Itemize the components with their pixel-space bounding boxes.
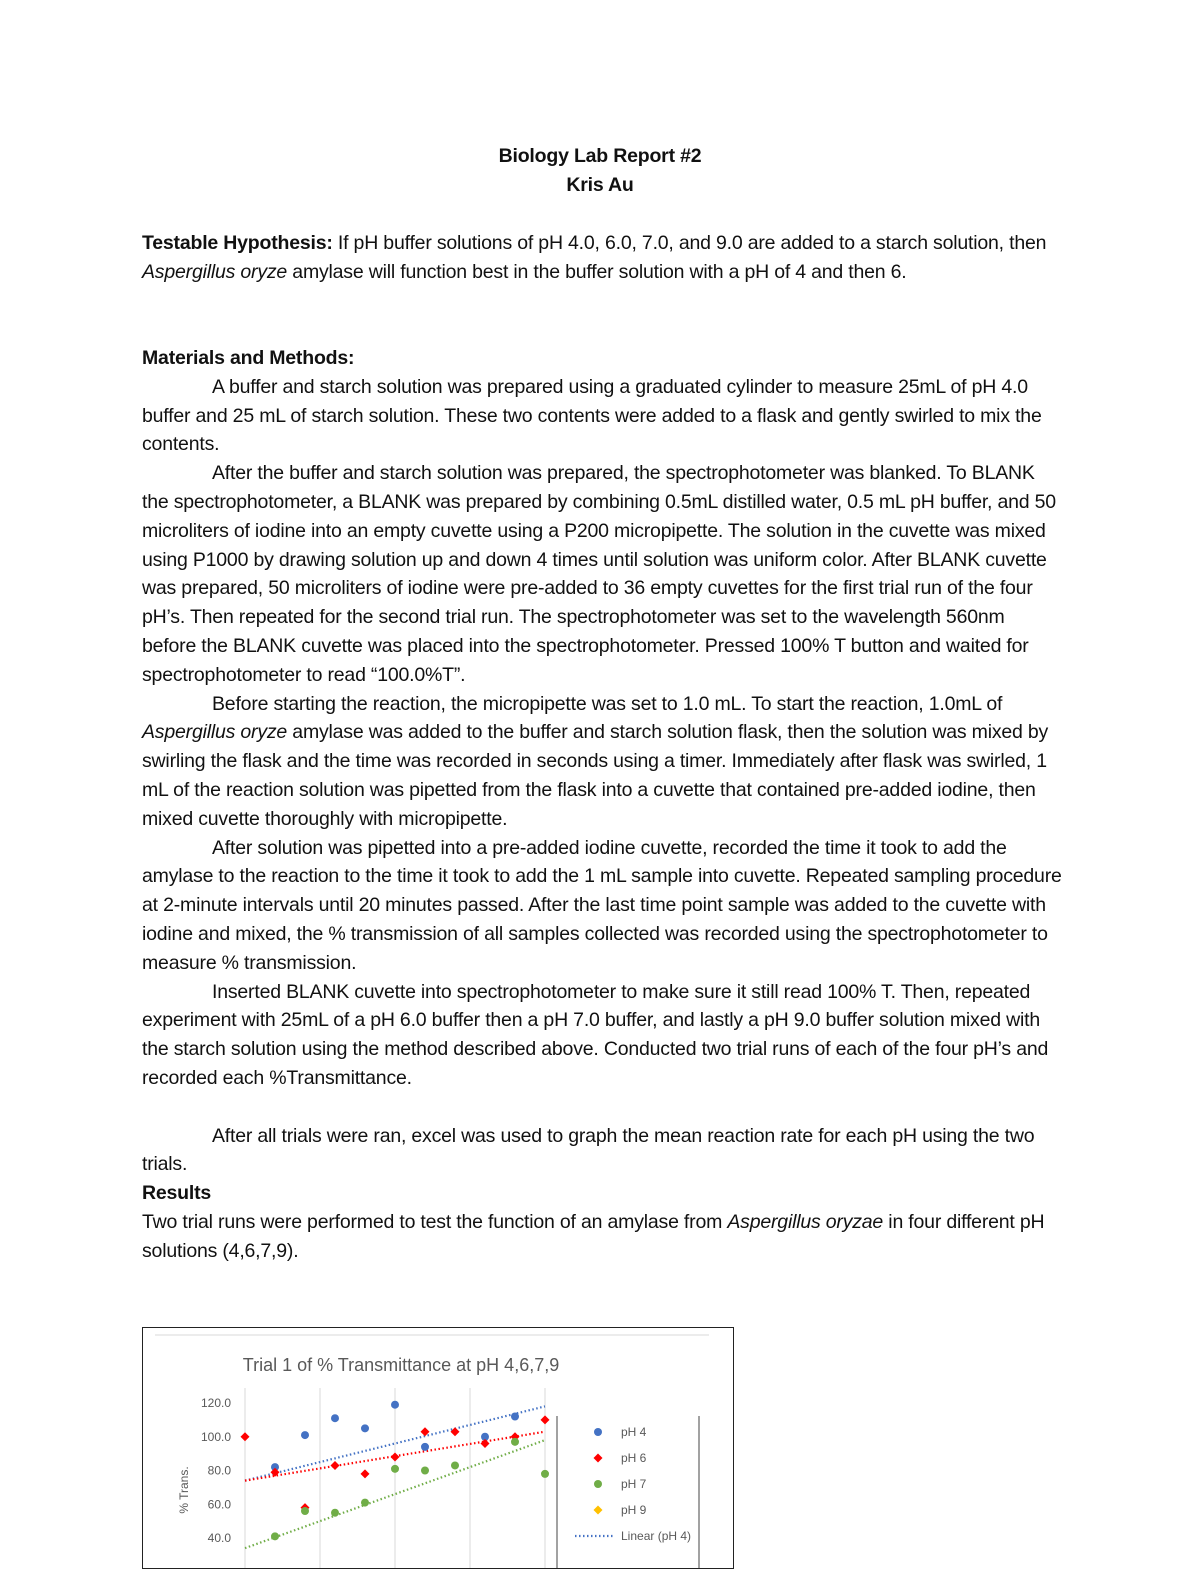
point-ph-7-1 xyxy=(301,1507,309,1515)
legend-marker-3 xyxy=(594,1506,603,1515)
point-ph-7-6 xyxy=(451,1461,459,1469)
chart-y-tick-labels xyxy=(201,1396,231,1545)
point-ph-7-0 xyxy=(271,1532,279,1540)
hypothesis-species: Aspergillus oryze xyxy=(142,260,288,283)
legend-label-1: pH 6 xyxy=(621,1451,647,1465)
methods-paragraph-4: After solution was pipetted into a pre-added iodine cuvette, recorded the time it took to add the amylase to the reaction to the time it took to add the 1 mL sample into cuvette. Repeated sampling procedure at 2-minute intervals until 20 minutes passed. After the last time point sample was added to the cuvette with iodine and mixed, the % transmission of all samples collected was recorded using the spectrophotometer to measure % transmission. xyxy=(142,836,1062,974)
y-tick-label-120.0: 120.0 xyxy=(200,1396,231,1410)
report-author: Kris Au xyxy=(566,174,634,196)
methods-paragraph-3 xyxy=(142,690,1062,834)
hypothesis-label: Testable Hypothesis: xyxy=(142,232,333,254)
chart-title: Trial 1 of % Transmittance at pH 4,6,7,9 xyxy=(242,1355,560,1375)
point-ph-7-7 xyxy=(511,1438,519,1446)
legend-marker-2 xyxy=(594,1480,602,1488)
legend-label-2: pH 7 xyxy=(621,1477,647,1491)
point-ph-4-7 xyxy=(511,1413,519,1421)
hypothesis-text-after: amylase will function best in the buffer solution with a pH of 4 and then 6. xyxy=(287,260,907,283)
legend-marker-0 xyxy=(594,1428,602,1436)
report-title: Biology Lab Report #2 xyxy=(498,145,702,167)
legend-marker-1 xyxy=(594,1454,603,1463)
point-ph-7-2 xyxy=(331,1509,339,1517)
chart-gridlines xyxy=(245,1388,545,1568)
y-tick-label-80.0: 80.0 xyxy=(207,1463,231,1478)
point-ph-4-4 xyxy=(391,1401,399,1409)
legend-label-3: pH 9 xyxy=(621,1503,647,1517)
chart-legend xyxy=(575,1425,691,1543)
methods-p3-species: Aspergillus oryze xyxy=(142,721,288,744)
point-ph-7-8 xyxy=(541,1470,549,1478)
legend-label-trendline: Linear (pH 4) xyxy=(621,1529,692,1543)
point-ph-4-3 xyxy=(361,1424,369,1432)
point-ph-6-0 xyxy=(241,1432,250,1441)
methods-heading: Materials and Methods: xyxy=(142,347,355,369)
legend-label-0: pH 4 xyxy=(621,1425,647,1439)
methods-p3-before: Before starting the reaction, the micropipette was set to 1.0 mL. To start the reaction, 1.0mL of xyxy=(212,692,1003,715)
results-text-after: in four different pH solutions (4,6,7,9). xyxy=(142,1210,1045,1262)
methods-section xyxy=(142,344,1062,1266)
results-text-before: Two trial runs were performed to test the function of an amylase from xyxy=(142,1210,728,1233)
hypothesis-paragraph xyxy=(142,229,1062,287)
point-ph-6-4 xyxy=(361,1469,370,1478)
point-ph-6-3 xyxy=(331,1461,340,1470)
point-ph-7-4 xyxy=(391,1465,399,1473)
scatter-chart xyxy=(143,1328,733,1568)
results-paragraph xyxy=(142,1208,1062,1266)
methods-paragraph-6: After all trials were ran, excel was used to graph the mean reaction rate for each pH using the two trials. xyxy=(142,1124,1035,1176)
methods-p3-after: amylase was added to the buffer and starch solution flask, then the solution was mixed by swirling the flask and the time was recorded in seconds using a timer. Immediately after flask was swirled, 1 mL of the reaction solution was pipetted from the flask into a cuvette that contained pre-added iodine, then mixed cuvette thoroughly with micropipette. xyxy=(142,721,1049,830)
chart-container xyxy=(142,1327,734,1569)
point-ph-6-10 xyxy=(541,1415,550,1424)
y-tick-label-100.0: 100.0 xyxy=(200,1429,231,1444)
point-ph-6-8 xyxy=(481,1439,490,1448)
methods-paragraph-1: A buffer and starch solution was prepared using a graduated cylinder to measure 25mL of pH 4.0 buffer and 25 mL of starch solution. These two contents were added to a flask and gently swirled to mix the contents. xyxy=(142,375,1042,456)
methods-paragraph-5: Inserted BLANK cuvette into spectrophotometer to make sure it still read 100% T. Then, repeated experiment with 25mL of a pH 6.0 buffer then a pH 7.0 buffer, and lastly a pH 9.0 buffer solution mixed with the starch solution using the method described above. Conducted two trial runs of each of the four pH’s and recorded each %Transmittance. xyxy=(142,980,1049,1089)
results-species: Aspergillus oryzae xyxy=(727,1210,884,1233)
point-ph-6-5 xyxy=(391,1453,400,1462)
results-heading: Results xyxy=(142,1182,212,1205)
point-ph-7-3 xyxy=(361,1499,369,1507)
hypothesis-text-before: If pH buffer solutions of pH 4.0, 6.0, 7.0, and 9.0 are added to a starch solution, then xyxy=(332,232,1047,254)
point-ph-4-2 xyxy=(331,1414,339,1422)
chart-y-axis-label: % Trans. xyxy=(177,1466,191,1514)
y-tick-label-40.0: 40.0 xyxy=(207,1531,231,1545)
methods-paragraph-2: After the buffer and starch solution was prepared, the spectrophotometer was blanked. To BLANK the spectrophotometer, a BLANK was prepared by combining 0.5mL distilled water, 0.5 mL pH buffer, and 50 microliters of iodine into an empty cuvette using a P200 micropipette. The solution in the cuvette was mixed using P1000 by drawing solution up and down 4 times until solution was uniform color. After BLANK cuvette was prepared, 50 microliters of iodine were pre-added to 36 empty cuvettes for the first trial run of the four pH’s. Then repeated for the second trial run. The spectrophotometer was set to the wavelength 560nm before the BLANK cuvette was placed into the spectrophotometer. Pressed 100% T button and waited for spectrophotometer to read “100.0%T”. xyxy=(142,462,1056,686)
y-tick-label-60.0: 60.0 xyxy=(207,1497,231,1512)
point-ph-4-1 xyxy=(301,1431,309,1439)
point-ph-4-5 xyxy=(421,1443,429,1451)
point-ph-7-5 xyxy=(421,1467,429,1475)
